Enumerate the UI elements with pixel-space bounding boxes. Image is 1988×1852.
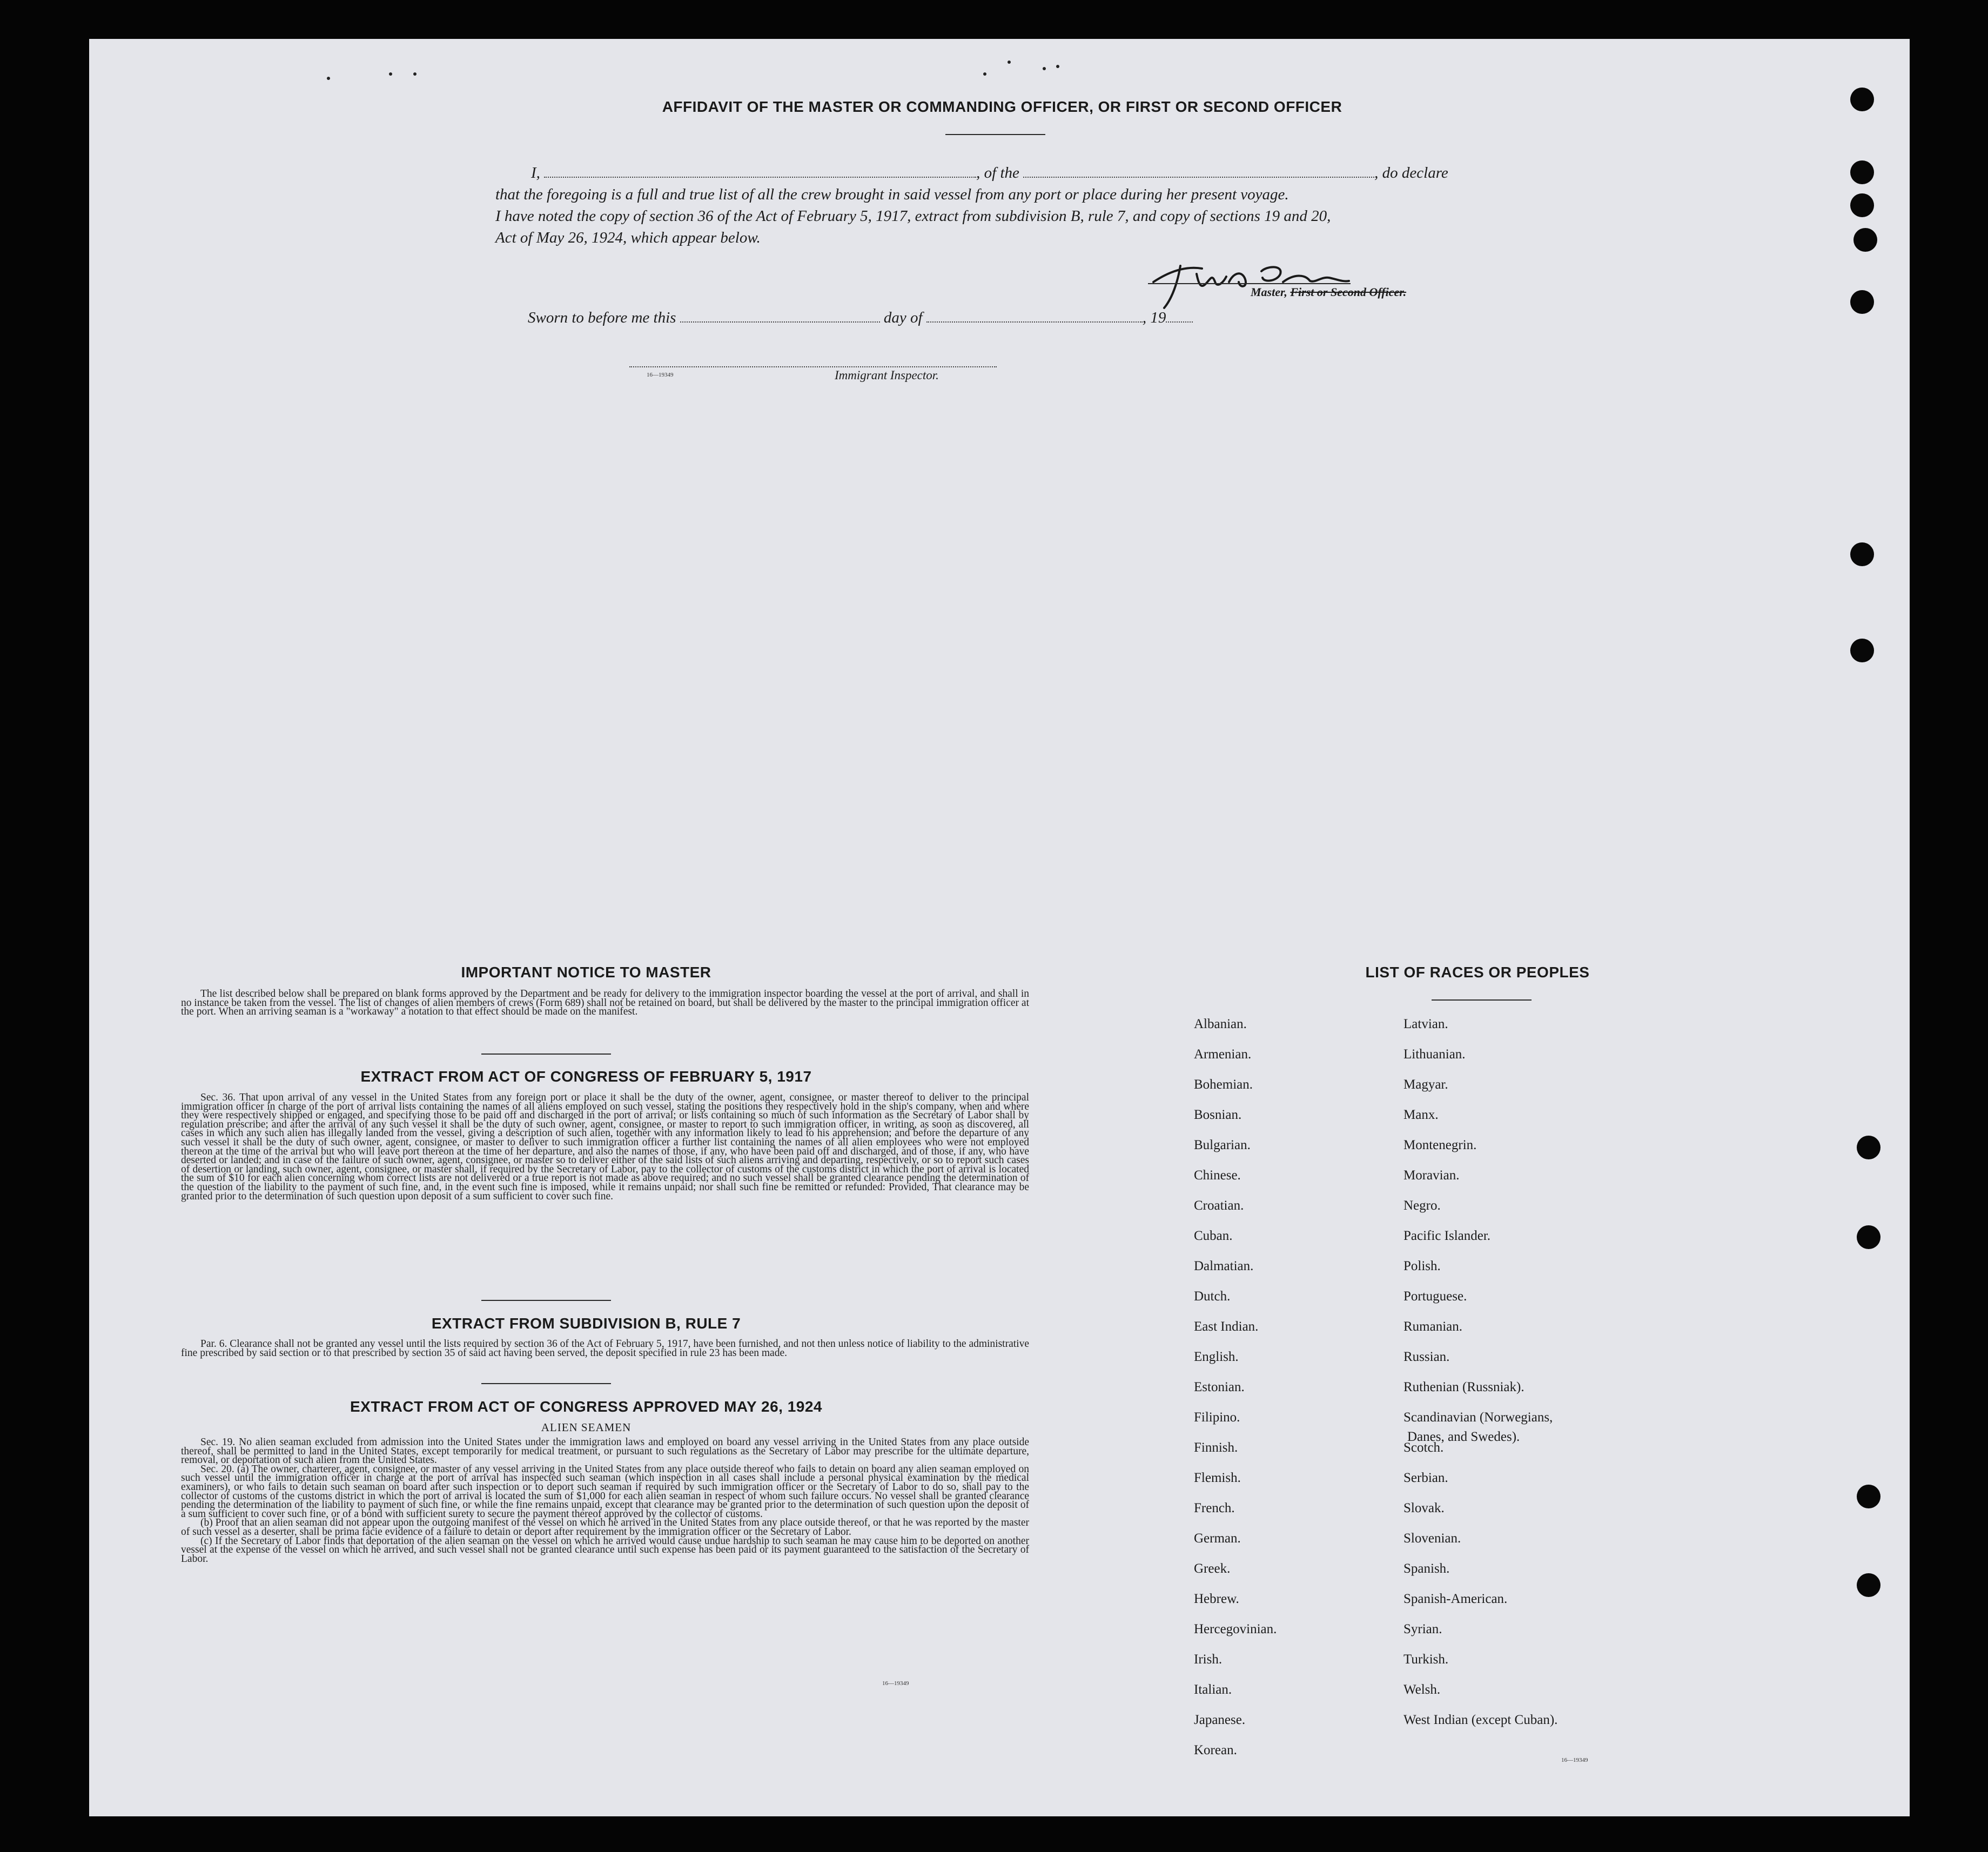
extract-1917-title: EXTRACT FROM ACT OF CONGRESS OF FEBRUARY 5, 1917 — [360, 1068, 812, 1085]
race-item: Rumanian. — [1403, 1319, 1463, 1334]
section-divider — [481, 1300, 611, 1301]
races-form-number: 16—19349 — [1561, 1757, 1588, 1763]
punch-hole — [1853, 228, 1877, 252]
race-item: Danes, and Swedes). — [1407, 1430, 1520, 1445]
punch-hole — [1850, 193, 1874, 217]
declare-of-the: , of the — [976, 164, 1019, 182]
declare-i: I, — [531, 164, 540, 182]
race-item: Negro. — [1403, 1198, 1441, 1213]
punch-hole — [1857, 1573, 1880, 1597]
inspector-signature-line — [629, 366, 997, 367]
race-item: Cuban. — [1194, 1229, 1233, 1243]
notice-paragraph: The list described below shall be prepared on blank forms approved by the Department and be ready for delivery to the immigration inspector boarding the vessel at the port of arrival, and shall in no instance be taken from the vessel. The list of changes of alien members of crews (Form 689) shall not be retained on board, but shall be delivered by the master to the principal immigration officer at the port. When an arriving seaman is a "workaway" a notation to that effect should be made on the manifest. — [181, 988, 1029, 1018]
declaration-line-4: Act of May 26, 1924, which appear below. — [495, 229, 761, 246]
section-20b-paragraph: (b) Proof that an alien seaman did not appear upon the outgoing manifest of the vessel on which he arrived in the United States from any place outside thereof, or that he was reported by the master of such vessel as a deserter, shall be prima facie evidence of a failure to detain or deport after requirement by the immigration officer or the Secretary of Labor. — [181, 1517, 1029, 1538]
sworn-label: Sworn to before me this — [528, 309, 676, 326]
extract-1917-text — [181, 1093, 1029, 1201]
race-item: French. — [1194, 1501, 1235, 1515]
extract-1924-text — [181, 1438, 1029, 1564]
title-underline — [945, 134, 1045, 135]
race-item: English. — [1194, 1350, 1239, 1364]
punch-hole — [1850, 639, 1874, 662]
affidavit-title: AFFIDAVIT OF THE MASTER OR COMMANDING OFFICER, OR FIRST OR SECOND OFFICER — [662, 98, 1342, 115]
race-item: Ruthenian (Russniak). — [1403, 1380, 1524, 1394]
signature-caption — [1251, 284, 1406, 300]
race-item: Bosnian. — [1194, 1108, 1242, 1122]
race-item: Lithuanian. — [1403, 1047, 1466, 1062]
race-item: Japanese. — [1194, 1713, 1246, 1727]
race-item: Italian. — [1194, 1682, 1232, 1697]
race-item: Scandinavian (Norwegians, — [1403, 1410, 1553, 1425]
race-item: Albanian. — [1194, 1017, 1247, 1031]
race-item: Finnish. — [1194, 1440, 1238, 1455]
race-item: Korean. — [1194, 1743, 1237, 1757]
alien-seamen-subtitle: ALIEN SEAMEN — [541, 1421, 632, 1434]
race-item: Hebrew. — [1194, 1592, 1239, 1606]
race-item: Spanish-American. — [1403, 1592, 1508, 1606]
race-item: Estonian. — [1194, 1380, 1245, 1394]
speck — [327, 77, 330, 80]
year-label: , 19 — [1142, 309, 1166, 326]
notice-text — [181, 990, 1029, 1017]
race-item: Slovak. — [1403, 1501, 1445, 1515]
race-item: Slovenian. — [1403, 1531, 1461, 1546]
race-item: Croatian. — [1194, 1198, 1244, 1213]
section-36-paragraph: Sec. 36. That upon arrival of any vessel in the United States from any foreign port or place it shall be the duty of the owner, agent, consignee, or master thereof to deliver to the principal immigration officer in charge of the port of arrival lists containing the names of all aliens employed on such vessel, stating the positions they respectively hold in the ship's company, when and where they were respectively shipped or engaged, and specifying those to be paid off and discharged in the port of arrival; or lists containing so much of such information as the Secretary of Labor shall by regulation prescribe; and after the arrival of any such vessel it shall be the duty of such owner, agent, consignee, or master to report to such immigration officer, in writing, as soon as discovered, all cases in which any such alien has illegally landed from the vessel, giving a description of such alien, together with any information likely to lead to his apprehension; and before the departure of any such vessel it shall be the duty of such owner, agent, consignee, or master to deliver to such immigration officer a further list containing the names of all alien employees who were not employed thereon at the time of the arrival but who will leave port thereon at the time of her departure, and also the names of those, if any, who have been paid off and discharged, and of those, if any, who have deserted or landed; and in case of the failure of such owner, agent, consignee, or master so to deliver either of the said lists of such aliens arriving and departing, respectively, or so to report such cases of desertion or landing, such owner, agent, consignee, or master shall, if required by the Secretary of Labor, pay to the collector of customs of the customs district in which the port of arrival is located the sum of $10 for each alien concerning whom correct lists are not delivered or a true report is not made as above required; and no such vessel shall be granted clearance pending the determination of the question of the liability to the payment of such fine, and, in the event such fine is imposed, while it remains unpaid; nor shall such fine be remitted or refunded: Provided, That clearance may be granted prior to the determination of such question upon deposit of a sum sufficient to cover such fine. — [181, 1092, 1029, 1202]
race-item: Turkish. — [1403, 1652, 1449, 1667]
sworn-line — [528, 307, 1193, 328]
race-item: Hercegovinian. — [1194, 1622, 1277, 1636]
struck-officer-label: First or Second Officer. — [1290, 285, 1407, 299]
race-item: Serbian. — [1403, 1471, 1448, 1485]
race-item: Latvian. — [1403, 1017, 1448, 1031]
race-item: Chinese. — [1194, 1168, 1241, 1183]
punch-hole — [1850, 542, 1874, 566]
race-item: Dalmatian. — [1194, 1259, 1254, 1273]
race-item: West Indian (except Cuban). — [1403, 1713, 1558, 1727]
section-19-paragraph: Sec. 19. No alien seaman excluded from admission into the United States under the immigration laws and employed on board any vessel arriving in the United States from any place outside thereof, shall be permitted to land in the United States, except temporarily for medical treatment, or pursuant to such regulations as the Secretary of Labor may prescribe for the ultimate departure, removal, or deportation of such alien from the United States. — [181, 1437, 1029, 1466]
affidavit-form-number: 16—19349 — [647, 372, 674, 378]
punch-hole — [1850, 160, 1874, 184]
vessel-blank[interactable] — [1023, 173, 1374, 178]
extract-rule7-title: EXTRACT FROM SUBDIVISION B, RULE 7 — [431, 1315, 741, 1332]
speck — [1008, 61, 1011, 64]
punch-hole — [1850, 290, 1874, 314]
extract-form-number: 16—19349 — [882, 1680, 909, 1687]
race-item: Syrian. — [1403, 1622, 1442, 1636]
punch-hole — [1850, 88, 1874, 111]
day-of-label: day of — [883, 309, 923, 326]
day-blank[interactable] — [680, 318, 880, 323]
section-divider — [481, 1054, 611, 1055]
race-item: Scotch. — [1403, 1440, 1444, 1455]
speck — [1043, 67, 1046, 70]
notice-title: IMPORTANT NOTICE TO MASTER — [461, 964, 711, 981]
race-item: Irish. — [1194, 1652, 1223, 1667]
master-label: Master, — [1251, 285, 1291, 299]
race-item: Greek. — [1194, 1561, 1231, 1576]
paragraph-6: Par. 6. Clearance shall not be granted any vessel until the lists required by section 36 of the Act of February 5, 1917, have been furnished, and not then unless notice of liability to the administrative fine prescribed by said section or to that prescribed by section 35 of said act having been served, the deposit specified in rule 23 has been made. — [181, 1338, 1029, 1359]
month-blank[interactable] — [926, 318, 1143, 323]
extract-rule7-text — [181, 1340, 1029, 1358]
master-signature — [1148, 250, 1353, 314]
inspector-caption: Immigrant Inspector. — [835, 368, 939, 382]
race-item: Flemish. — [1194, 1471, 1241, 1485]
declaration-line-3: I have noted the copy of section 36 of the Act of February 5, 1917, extract from subdivision B, rule 7, and copy of sections 19 and 20, — [495, 207, 1331, 225]
race-item: Bulgarian. — [1194, 1138, 1251, 1152]
race-item: German. — [1194, 1531, 1241, 1546]
speck — [1056, 65, 1059, 68]
race-item: Armenian. — [1194, 1047, 1252, 1062]
declaration-line-1 — [531, 162, 1448, 184]
race-item: Welsh. — [1403, 1682, 1441, 1697]
race-item: Bohemian. — [1194, 1077, 1253, 1092]
race-item: Spanish. — [1403, 1561, 1450, 1576]
section-divider — [481, 1383, 611, 1384]
race-item: Manx. — [1403, 1108, 1439, 1122]
race-item: East Indian. — [1194, 1319, 1259, 1334]
race-item: Moravian. — [1403, 1168, 1460, 1183]
year-blank[interactable] — [1166, 318, 1193, 323]
speck — [389, 72, 392, 76]
section-20a-paragraph: Sec. 20. (a) The owner, charterer, agent, consignee, or master of any vessel arriving in the United States from any place outside thereof who fails to detain on board any alien seaman employed on such vessel until the immigration officer in charge at the port of arrival has inspected such seaman (which inspection in all cases shall include a personal physical examination by the medical examiners), or who fails to detain such seaman on board after such inspection or to deport such seaman if required by such immigration officer or the Secretary of Labor to do so, shall pay to the collector of customs of the customs district in which the port of arrival is located the sum of $1,000 for each alien seaman in respect of whom such failure occurs. No vessel shall be granted clearance pending the determination of the liability to payment of such fine, or while the fine remains unpaid, except that clearance may be granted prior to the determination of such question upon the deposit of a sum sufficient to cover such fine, or of a bond with sufficient surety to secure the payment thereof approved by the collector of customs. — [181, 1463, 1029, 1520]
declare-suffix: , do declare — [1374, 164, 1448, 182]
races-title: LIST OF RACES OR PEOPLES — [1365, 964, 1590, 981]
declaration-line-2: that the foregoing is a full and true list of all the crew brought in said vessel from any port or place during her present voyage. — [495, 186, 1289, 203]
race-item: Russian. — [1403, 1350, 1450, 1364]
punch-hole — [1857, 1485, 1880, 1508]
race-item: Dutch. — [1194, 1289, 1231, 1304]
races-title-underline — [1432, 999, 1532, 1001]
punch-hole — [1857, 1136, 1880, 1159]
race-item: Polish. — [1403, 1259, 1441, 1273]
race-item: Portuguese. — [1403, 1289, 1467, 1304]
race-item: Filipino. — [1194, 1410, 1240, 1425]
extract-1924-title: EXTRACT FROM ACT OF CONGRESS APPROVED MAY 26, 1924 — [350, 1398, 822, 1415]
section-20c-paragraph: (c) If the Secretary of Labor finds that deportation of the alien seaman on the vessel on which he arrived would cause undue hardship to such seaman he may cause him to be deported on another vessel at the expense of the vessel on which he arrived, and such vessel shall not be granted clearance until such expense has been paid or its payment guaranteed to the satisfaction of the Secretary of Labor. — [181, 1535, 1029, 1565]
speck — [413, 72, 417, 76]
race-item: Pacific Islander. — [1403, 1229, 1491, 1243]
race-item: Montenegrin. — [1403, 1138, 1477, 1152]
document-page — [89, 39, 1910, 1816]
punch-hole — [1857, 1225, 1880, 1249]
name-blank[interactable] — [544, 173, 976, 178]
race-item: Magyar. — [1403, 1077, 1448, 1092]
speck — [983, 72, 986, 76]
